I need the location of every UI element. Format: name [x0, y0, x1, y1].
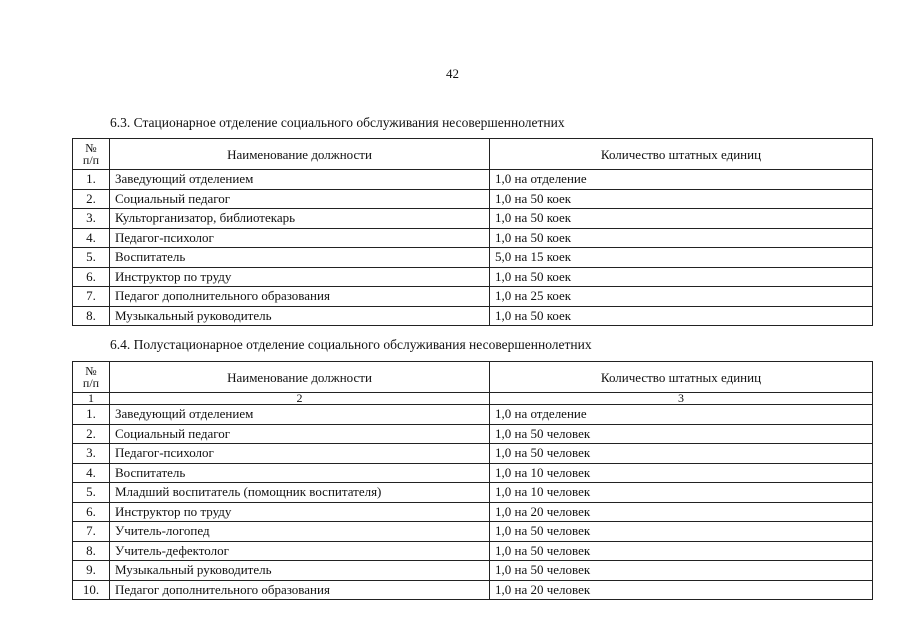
staff-units-cell: 1,0 на 50 человек	[490, 444, 873, 464]
units-column-header: Количество штатных единиц	[490, 139, 873, 170]
position-name-cell: Инструктор по труду	[110, 267, 490, 287]
row-number-cell: 5.	[73, 248, 110, 268]
table-row	[73, 483, 873, 503]
staff-units-cell: 1,0 на 50 человек	[490, 522, 873, 542]
column-numbers-row	[73, 393, 873, 405]
row-number-cell: 8.	[73, 541, 110, 561]
row-number-cell: 9.	[73, 561, 110, 581]
table-row	[73, 580, 873, 600]
units-column-header: Количество штатных единиц	[490, 362, 873, 393]
row-number-cell: 5.	[73, 483, 110, 503]
staff-table-6-3	[72, 138, 873, 326]
staff-units-cell: 1,0 на 50 человек	[490, 541, 873, 561]
row-number-cell: 1.	[73, 405, 110, 425]
position-name-cell: Культорганизатор, библиотекарь	[110, 209, 490, 229]
position-name-cell: Младший воспитатель (помощник воспитателя)	[110, 483, 490, 503]
row-number-cell: 7.	[73, 287, 110, 307]
position-name-cell: Педагог-психолог	[110, 444, 490, 464]
staff-units-cell: 1,0 на 50 коек	[490, 306, 873, 326]
position-column-header: Наименование должности	[110, 362, 490, 393]
staff-units-cell: 1,0 на отделение	[490, 170, 873, 190]
table-row	[73, 424, 873, 444]
row-number-cell: 1.	[73, 170, 110, 190]
staff-units-cell: 1,0 на 10 человек	[490, 463, 873, 483]
staff-units-cell: 1,0 на 25 коек	[490, 287, 873, 307]
staff-units-cell: 1,0 на 50 человек	[490, 424, 873, 444]
table-row	[73, 248, 873, 268]
row-number-cell: 2.	[73, 189, 110, 209]
table-row	[73, 306, 873, 326]
row-number-cell: 4.	[73, 228, 110, 248]
staff-units-cell: 1,0 на 50 человек	[490, 561, 873, 581]
table-row	[73, 522, 873, 542]
position-name-cell: Учитель-дефектолог	[110, 541, 490, 561]
position-name-cell: Педагог дополнительного образования	[110, 287, 490, 307]
number-sign: №	[85, 141, 97, 155]
row-number-cell: 6.	[73, 267, 110, 287]
page-number: 42	[446, 66, 459, 81]
table-row	[73, 267, 873, 287]
table-header-row	[73, 139, 873, 170]
position-column-header: Наименование должности	[110, 139, 490, 170]
table-row	[73, 541, 873, 561]
staff-units-cell: 1,0 на 20 человек	[490, 502, 873, 522]
table-row	[73, 405, 873, 425]
table-row	[73, 287, 873, 307]
staff-units-cell: 1,0 на 50 коек	[490, 228, 873, 248]
number-column-header	[73, 139, 110, 170]
number-sign: №	[85, 364, 97, 378]
staff-units-cell: 1,0 на 50 коек	[490, 267, 873, 287]
staff-units-cell: 1,0 на 50 коек	[490, 189, 873, 209]
section-6-3-title: 6.3. Стационарное отделение социального обслуживания несовершеннолетних	[110, 115, 565, 130]
staff-units-cell: 1,0 на 10 человек	[490, 483, 873, 503]
column-number-2: 2	[110, 393, 490, 405]
row-number-cell: 7.	[73, 522, 110, 542]
staff-table-6-4	[72, 361, 873, 600]
table-row	[73, 209, 873, 229]
column-number-3: 3	[490, 393, 873, 405]
number-abbrev: п/п	[82, 376, 100, 390]
position-name-cell: Учитель-логопед	[110, 522, 490, 542]
table-row	[73, 228, 873, 248]
staff-units-cell: 1,0 на 50 коек	[490, 209, 873, 229]
position-name-cell: Педагог-психолог	[110, 228, 490, 248]
table-body	[73, 405, 873, 600]
position-name-cell: Заведующий отделением	[110, 170, 490, 190]
row-number-cell: 3.	[73, 444, 110, 464]
table-row	[73, 170, 873, 190]
position-name-cell: Инструктор по труду	[110, 502, 490, 522]
row-number-cell: 10.	[73, 580, 110, 600]
table-body	[73, 170, 873, 326]
staff-units-cell: 5,0 на 15 коек	[490, 248, 873, 268]
staff-units-cell: 1,0 на 20 человек	[490, 580, 873, 600]
position-name-cell: Музыкальный руководитель	[110, 561, 490, 581]
column-number-1: 1	[73, 393, 110, 405]
position-name-cell: Заведующий отделением	[110, 405, 490, 425]
row-number-cell: 8.	[73, 306, 110, 326]
section-6-4-title: 6.4. Полустационарное отделение социального обслуживания несовершеннолетних	[110, 337, 592, 352]
position-name-cell: Педагог дополнительного образования	[110, 580, 490, 600]
position-name-cell: Социальный педагог	[110, 424, 490, 444]
row-number-cell: 4.	[73, 463, 110, 483]
staff-units-cell: 1,0 на отделение	[490, 405, 873, 425]
table-row	[73, 561, 873, 581]
table-row	[73, 444, 873, 464]
position-name-cell: Музыкальный руководитель	[110, 306, 490, 326]
number-abbrev: п/п	[82, 153, 100, 167]
position-name-cell: Социальный педагог	[110, 189, 490, 209]
position-name-cell: Воспитатель	[110, 248, 490, 268]
number-column-header	[73, 362, 110, 393]
row-number-cell: 2.	[73, 424, 110, 444]
table-row	[73, 189, 873, 209]
row-number-cell: 6.	[73, 502, 110, 522]
table-row	[73, 463, 873, 483]
position-name-cell: Воспитатель	[110, 463, 490, 483]
row-number-cell: 3.	[73, 209, 110, 229]
table-row	[73, 502, 873, 522]
table-header-row	[73, 362, 873, 393]
